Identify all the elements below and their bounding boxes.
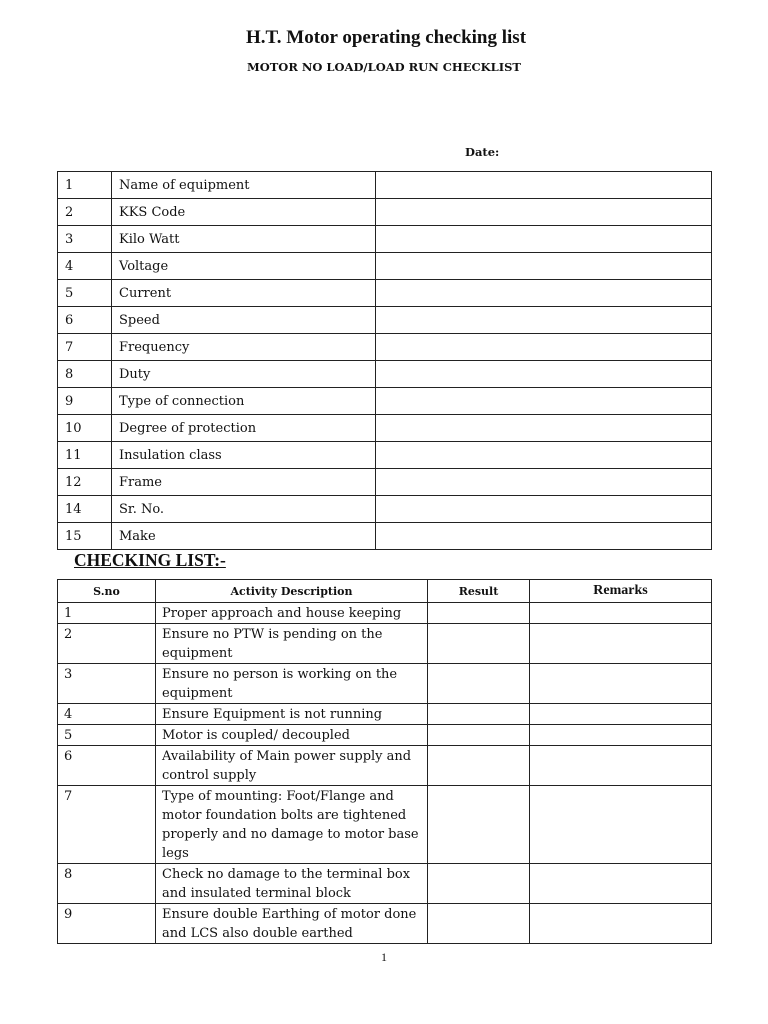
spec-row-label: Current bbox=[112, 280, 376, 307]
spec-row bbox=[58, 307, 712, 334]
spec-row-label: Name of equipment bbox=[112, 172, 376, 199]
spec-row bbox=[58, 388, 712, 415]
checking-row-activity: Ensure no person is working on the equipment bbox=[156, 664, 428, 704]
checking-row-result-field[interactable] bbox=[428, 603, 530, 624]
checking-row-remarks-field[interactable] bbox=[530, 904, 712, 944]
checking-row-activity: Motor is coupled/ decoupled bbox=[156, 725, 428, 746]
spec-row bbox=[58, 253, 712, 280]
spec-row-number: 4 bbox=[58, 253, 112, 280]
spec-row-number: 6 bbox=[58, 307, 112, 334]
spec-row bbox=[58, 496, 712, 523]
checking-row bbox=[58, 704, 712, 725]
checking-row bbox=[58, 624, 712, 664]
spec-row-value-field[interactable] bbox=[376, 523, 712, 550]
spec-row-value-field[interactable] bbox=[376, 388, 712, 415]
spec-row-number: 10 bbox=[58, 415, 112, 442]
spec-row-value-field[interactable] bbox=[376, 199, 712, 226]
spec-row bbox=[58, 172, 712, 199]
checking-row-sno: 5 bbox=[58, 725, 156, 746]
spec-row-number: 5 bbox=[58, 280, 112, 307]
checking-list-table bbox=[57, 579, 712, 944]
spec-row-value-field[interactable] bbox=[376, 496, 712, 523]
spec-row-value-field[interactable] bbox=[376, 469, 712, 496]
spec-row-label: Duty bbox=[112, 361, 376, 388]
checking-row bbox=[58, 664, 712, 704]
spec-row-label: Speed bbox=[112, 307, 376, 334]
checking-row-result-field[interactable] bbox=[428, 746, 530, 786]
checking-row-remarks-field[interactable] bbox=[530, 725, 712, 746]
checking-row-sno: 4 bbox=[58, 704, 156, 725]
checking-row-activity: Availability of Main power supply and control supply bbox=[156, 746, 428, 786]
spec-row-number: 11 bbox=[58, 442, 112, 469]
header-result: Result bbox=[428, 580, 530, 603]
spec-row bbox=[58, 361, 712, 388]
spec-row-label: Insulation class bbox=[112, 442, 376, 469]
spec-row-value-field[interactable] bbox=[376, 361, 712, 388]
spec-row-value-field[interactable] bbox=[376, 415, 712, 442]
spec-row-label: KKS Code bbox=[112, 199, 376, 226]
checking-row bbox=[58, 746, 712, 786]
checking-row-remarks-field[interactable] bbox=[530, 624, 712, 664]
checking-header-row bbox=[58, 580, 712, 603]
spec-row bbox=[58, 442, 712, 469]
spec-row-number: 2 bbox=[58, 199, 112, 226]
spec-row bbox=[58, 469, 712, 496]
checking-row-result-field[interactable] bbox=[428, 725, 530, 746]
checking-row-remarks-field[interactable] bbox=[530, 864, 712, 904]
spec-row-value-field[interactable] bbox=[376, 253, 712, 280]
checking-row-result-field[interactable] bbox=[428, 786, 530, 864]
spec-row-number: 15 bbox=[58, 523, 112, 550]
checking-row bbox=[58, 725, 712, 746]
page-number: 1 bbox=[381, 950, 387, 964]
spec-row-number: 9 bbox=[58, 388, 112, 415]
spec-row-label: Frequency bbox=[112, 334, 376, 361]
spec-row-label: Type of connection bbox=[112, 388, 376, 415]
checking-row bbox=[58, 603, 712, 624]
equipment-spec-table bbox=[57, 171, 712, 550]
checking-row-result-field[interactable] bbox=[428, 704, 530, 725]
header-sno: S.no bbox=[58, 580, 156, 603]
spec-row-label: Make bbox=[112, 523, 376, 550]
checking-row-result-field[interactable] bbox=[428, 904, 530, 944]
spec-row-value-field[interactable] bbox=[376, 334, 712, 361]
checking-row-activity: Ensure double Earthing of motor done and LCS also double earthed bbox=[156, 904, 428, 944]
header-activity: Activity Description bbox=[156, 580, 428, 603]
page-subtitle: MOTOR NO LOAD/LOAD RUN CHECKLIST bbox=[247, 60, 521, 74]
checking-row bbox=[58, 864, 712, 904]
spec-row-value-field[interactable] bbox=[376, 172, 712, 199]
spec-row bbox=[58, 523, 712, 550]
checking-row-result-field[interactable] bbox=[428, 864, 530, 904]
spec-row-number: 3 bbox=[58, 226, 112, 253]
spec-row-label: Kilo Watt bbox=[112, 226, 376, 253]
spec-row-number: 14 bbox=[58, 496, 112, 523]
spec-row-label: Voltage bbox=[112, 253, 376, 280]
checking-row-activity: Ensure no PTW is pending on the equipment bbox=[156, 624, 428, 664]
checking-row-remarks-field[interactable] bbox=[530, 746, 712, 786]
spec-row-label: Sr. No. bbox=[112, 496, 376, 523]
checking-row-result-field[interactable] bbox=[428, 624, 530, 664]
checking-row-activity: Check no damage to the terminal box and insulated terminal block bbox=[156, 864, 428, 904]
checking-row-sno: 8 bbox=[58, 864, 156, 904]
checking-row-sno: 6 bbox=[58, 746, 156, 786]
spec-row-label: Degree of protection bbox=[112, 415, 376, 442]
checking-row-activity: Ensure Equipment is not running bbox=[156, 704, 428, 725]
header-remarks: Remarks bbox=[530, 580, 712, 603]
spec-row-number: 1 bbox=[58, 172, 112, 199]
spec-row-value-field[interactable] bbox=[376, 442, 712, 469]
checking-row-result-field[interactable] bbox=[428, 664, 530, 704]
spec-row-label: Frame bbox=[112, 469, 376, 496]
spec-row bbox=[58, 334, 712, 361]
checking-row-activity: Type of mounting: Foot/Flange and motor foundation bolts are tightened properly and no damage to motor base legs bbox=[156, 786, 428, 864]
checking-row-sno: 3 bbox=[58, 664, 156, 704]
spec-row-value-field[interactable] bbox=[376, 226, 712, 253]
spec-row-number: 8 bbox=[58, 361, 112, 388]
spec-row-number: 7 bbox=[58, 334, 112, 361]
checking-row-remarks-field[interactable] bbox=[530, 786, 712, 864]
date-label: Date: bbox=[465, 145, 500, 159]
checking-row-sno: 2 bbox=[58, 624, 156, 664]
spec-row bbox=[58, 226, 712, 253]
checking-row-sno: 9 bbox=[58, 904, 156, 944]
spec-row-value-field[interactable] bbox=[376, 280, 712, 307]
spec-row-number: 12 bbox=[58, 469, 112, 496]
checking-row-sno: 7 bbox=[58, 786, 156, 864]
checking-row-remarks-field[interactable] bbox=[530, 603, 712, 624]
spec-row-value-field[interactable] bbox=[376, 307, 712, 334]
page-title: H.T. Motor operating checking list bbox=[245, 27, 527, 48]
checking-row-sno: 1 bbox=[58, 603, 156, 624]
checking-row bbox=[58, 786, 712, 864]
checking-row bbox=[58, 904, 712, 944]
checking-row-activity: Proper approach and house keeping bbox=[156, 603, 428, 624]
spec-row bbox=[58, 280, 712, 307]
spec-row bbox=[58, 199, 712, 226]
checking-row-remarks-field[interactable] bbox=[530, 664, 712, 704]
checking-row-remarks-field[interactable] bbox=[530, 704, 712, 725]
checking-list-heading: CHECKING LIST:- bbox=[74, 550, 226, 570]
spec-row bbox=[58, 415, 712, 442]
